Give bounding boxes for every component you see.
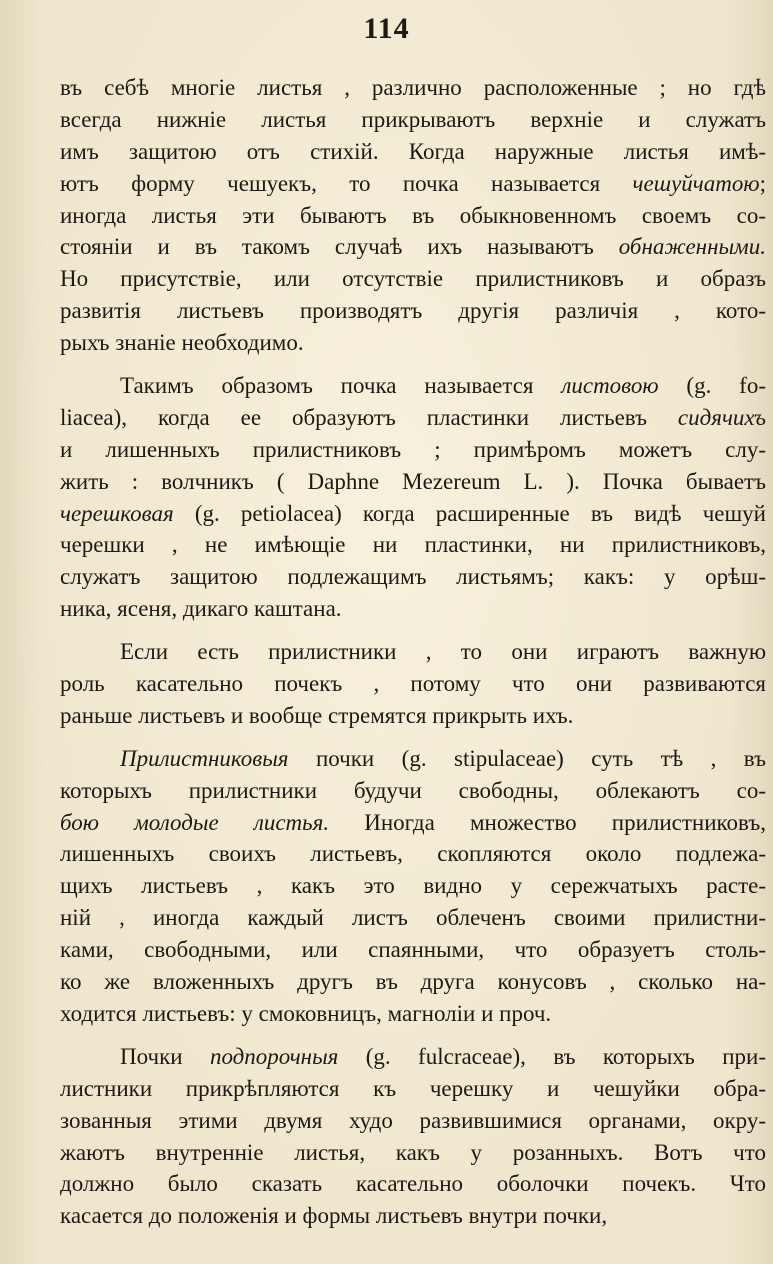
text-line: которыхъ прилистники будучи свободны, облекаютъ со- <box>60 777 766 803</box>
paragraph <box>60 636 766 732</box>
text-line: листники прикрѣпляются къ черешку и чешуйки обра- <box>60 1075 766 1101</box>
text-line: ходится листьевъ: у смоковницъ, магноліи и проч. <box>60 1000 552 1026</box>
text-line: ній , иногда каждый листъ облеченъ своими прилистни- <box>60 905 766 931</box>
paragraph <box>60 1041 766 1232</box>
paragraph <box>60 72 766 359</box>
text-line: жаютъ внутренніе листья, какъ у розанныхъ. Вотъ что <box>60 1139 766 1165</box>
text-line: всегда нижніе листья прикрываютъ верхніе и служатъ <box>60 106 766 132</box>
text-line: служатъ защитою подлежащимъ листьямъ; какъ: у орѣш- <box>60 564 766 590</box>
text-line: Если есть прилистники , то они играютъ важную <box>120 639 766 665</box>
page-text <box>60 72 766 1243</box>
text-line: въ себѣ многіе листья , различно расположенные ; но гдѣ <box>60 75 766 100</box>
text-line: щихъ листьевъ , какъ это видно у сережчатыхъ расте- <box>60 873 766 899</box>
text-line: и лишенныхъ прилистниковъ ; примѣромъ можетъ слу- <box>60 436 766 462</box>
text-line: жить : волчникъ ( Daphne Mezereum L. ). Почка бываетъ <box>60 468 766 494</box>
text-line: должно было сказать касательно оболочки почекъ. Что <box>60 1171 766 1197</box>
text-line: развитія листьевъ производятъ другія различія , кото- <box>60 298 766 324</box>
text-line: Такимъ образомъ почка называется листовою (g. fo- <box>120 373 766 399</box>
text-line: касается до положенія и формы листьевъ внутри почки, <box>60 1203 608 1229</box>
text-line: имъ защитою отъ стихій. Когда наружные листья имѣ- <box>60 138 766 164</box>
text-line: ками, свободными, или спаянными, что образуетъ столь- <box>60 937 766 963</box>
text-line: Почки подпорочныя (g. fulcraceae), въ которыхъ при- <box>120 1043 766 1069</box>
text-line: зованныя этими двумя худо развившимися органами, окру- <box>60 1107 766 1133</box>
text-line: лишенныхъ своихъ листьевъ, скопляются около подлежа- <box>60 841 766 867</box>
text-line: раньше листьевъ и вообще стремятся прикрыть ихъ. <box>60 702 574 728</box>
text-line: ютъ форму чешуекъ, то почка называется чешуйчатою; <box>60 170 766 196</box>
text-line: иногда листья эти бываютъ въ обыкновенномъ своемъ со- <box>60 202 766 228</box>
text-line: черешки , не имѣющіе ни пластинки, ни прилистниковъ, <box>60 532 766 558</box>
text-line: liacea), когда ее образуютъ пластинки листьевъ сидячихъ <box>60 404 766 430</box>
text-line: ко же вложенныхъ другъ въ друга конусовъ , сколько на- <box>60 969 766 995</box>
text-line: Прилистниковыя почки (g. stipulaceae) суть тѣ , въ <box>120 745 766 771</box>
text-line: Но присутствіе, или отсутствіе прилистниковъ и образъ <box>60 266 766 292</box>
text-line: бою молодые листья. Иногда множество прилистниковъ, <box>60 809 766 835</box>
text-line: стояніи и въ такомъ случаѣ ихъ называютъ обнаженными. <box>60 234 766 260</box>
text-line: черешковая (g. petiolacea) когда расширенные въ видѣ чешуй <box>60 500 766 526</box>
text-line: рыхъ знаніе необходимо. <box>60 330 304 356</box>
text-line: роль касательно почекъ , потому что они развиваются <box>60 671 766 697</box>
text-line: ника, ясеня, дикаго каштана. <box>60 596 342 622</box>
paragraph <box>60 743 766 1030</box>
paragraph <box>60 370 766 625</box>
page-number: 114 <box>363 12 410 45</box>
